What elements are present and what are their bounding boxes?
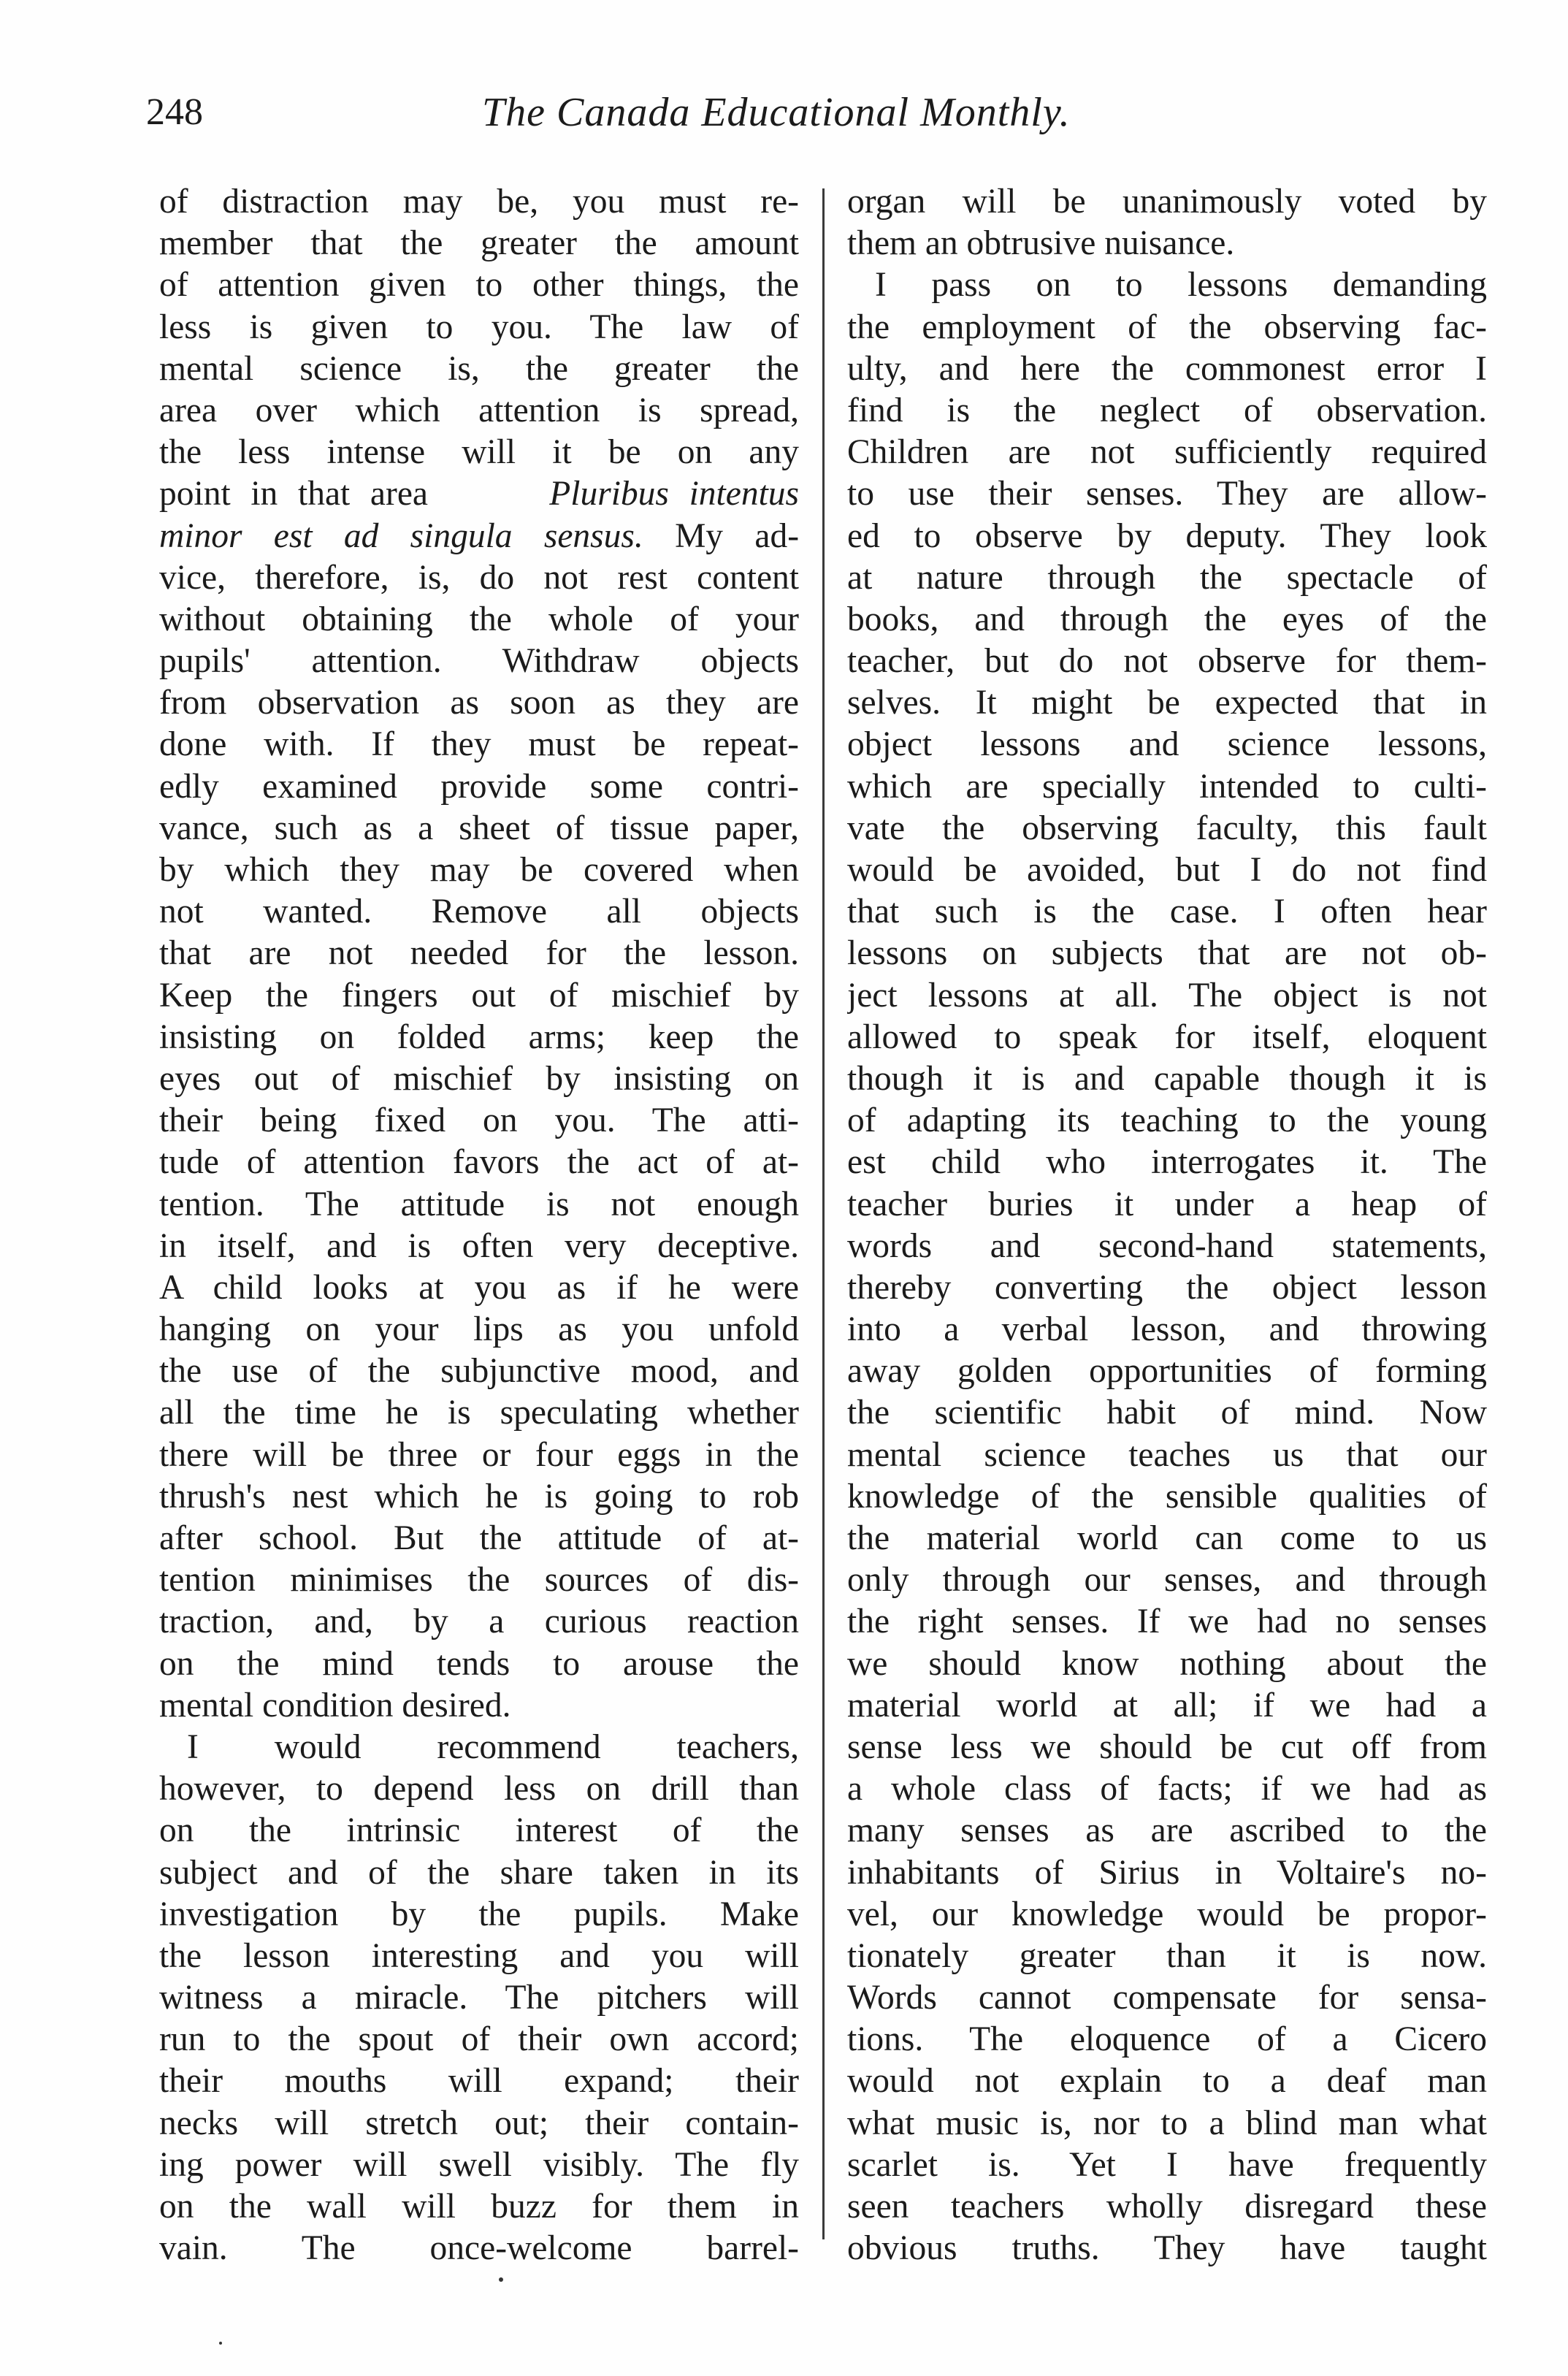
text-line: vice, therefore, is, do not rest content — [159, 558, 799, 597]
text-line: ulty, and here the commonest error I — [847, 349, 1487, 388]
text-line: only through our senses, and through — [847, 1561, 1487, 1600]
text-line: material world at all; if we had a — [847, 1686, 1487, 1724]
text-line: selves. It might be expected that in — [847, 684, 1487, 722]
text-line: not wanted. Remove all objects — [159, 893, 799, 931]
page-header — [146, 82, 1490, 143]
text-line: tention. The attitude is not enough — [159, 1185, 799, 1223]
text-line: of attention given to other things, the — [159, 266, 799, 305]
text-line: ed to observe by deputy. They look — [847, 516, 1487, 555]
text-line: mental condition desired. — [159, 1686, 511, 1724]
text-line: seen teachers wholly disregard these — [847, 2188, 1487, 2226]
text-line: edly examined provide some contri- — [159, 767, 799, 806]
text-line: I pass on to lessons demanding — [875, 266, 1487, 305]
text-line: the scientific habit of mind. Now — [847, 1394, 1487, 1432]
text-line: of distraction may be, you must re- — [159, 183, 799, 221]
text-line: vain. The once-welcome barrel- — [159, 2229, 799, 2268]
text-line: many senses as are ascribed to the — [847, 1811, 1487, 1850]
text-line: thereby converting the object lesson — [847, 1268, 1487, 1307]
text-line: tions. The eloquence of a Cicero — [847, 2020, 1487, 2059]
text-line: though it is and capable though it is — [847, 1059, 1487, 1098]
text-line: mental science is, the greater the — [159, 349, 799, 388]
text-line: to use their senses. They are allow- — [847, 475, 1487, 513]
text-segment: point in that area — [159, 475, 429, 513]
text-line: eyes out of mischief by insisting on — [159, 1059, 799, 1098]
text-line: by which they may be covered when — [159, 851, 799, 889]
text-line-mixed — [159, 473, 799, 515]
text-line: insisting on folded arms; keep the — [159, 1017, 799, 1056]
ink-speck — [219, 2342, 222, 2345]
text-line: we should know nothing about the — [847, 1644, 1487, 1683]
text-line: their mouths will expand; their — [159, 2062, 799, 2101]
latin-quote: Pluribus intentus — [549, 475, 799, 513]
text-line: books, and through the eyes of the — [847, 600, 1487, 638]
text-line: member that the greater the amount — [159, 224, 799, 263]
text-line: I would recommend teachers, — [187, 1727, 799, 1766]
text-line: Words cannot compensate for sensa- — [847, 1979, 1487, 2017]
text-line: A child looks at you as if he were — [159, 1268, 799, 1307]
text-line-mixed — [159, 516, 799, 557]
running-title: The Canada Educational Monthly. — [482, 90, 1071, 135]
text-line: done with. If they must be repeat- — [159, 725, 799, 764]
left-column — [159, 181, 799, 2269]
text-line: into a verbal lesson, and throwing — [847, 1310, 1487, 1349]
text-line: investigation by the pupils. Make — [159, 1895, 799, 1933]
text-line: there will be three or four eggs in the — [159, 1435, 799, 1474]
text-line: what music is, nor to a blind man what — [847, 2104, 1487, 2142]
text-line: ing power will swell visibly. The fly — [159, 2145, 799, 2184]
text-line: the less intense will it be on any — [159, 433, 799, 472]
text-line: after school. But the attitude of at- — [159, 1519, 799, 1557]
text-line: knowledge of the sensible qualities of — [847, 1477, 1487, 1516]
ink-speck — [499, 2277, 503, 2282]
text-line: would be avoided, but I do not find — [847, 851, 1487, 889]
text-line: ject lessons at all. The object is not — [847, 976, 1487, 1015]
text-line: less is given to you. The law of — [159, 307, 799, 346]
text-line: Keep the fingers out of mischief by — [159, 976, 799, 1015]
text-line: thrush's nest which he is going to rob — [159, 1477, 799, 1516]
text-line: lessons on subjects that are not ob- — [847, 934, 1487, 973]
text-line: the material world can come to us — [847, 1519, 1487, 1557]
text-line: teacher, but do not observe for them- — [847, 642, 1487, 681]
text-line: without obtaining the whole of your — [159, 600, 799, 638]
text-line: pupils' attention. Withdraw objects — [159, 642, 799, 681]
text-line: all the time he is speculating whether — [159, 1394, 799, 1432]
text-line: the employment of the observing fac- — [847, 307, 1487, 346]
text-line: away golden opportunities of forming — [847, 1352, 1487, 1391]
text-line: words and second-hand statements, — [847, 1226, 1487, 1265]
text-line: them an obtrusive nuisance. — [847, 224, 1235, 263]
text-line: that are not needed for the lesson. — [159, 934, 799, 973]
text-line: a whole class of facts; if we had as — [847, 1770, 1487, 1808]
text-line: tude of attention favors the act of at- — [159, 1143, 799, 1182]
text-line: of adapting its teaching to the young — [847, 1101, 1487, 1140]
text-line: in itself, and is often very deceptive. — [159, 1226, 799, 1265]
text-line: object lessons and science lessons, — [847, 725, 1487, 764]
text-line: teacher buries it under a heap of — [847, 1185, 1487, 1223]
text-line: scarlet is. Yet I have frequently — [847, 2145, 1487, 2184]
right-column — [847, 181, 1487, 2269]
text-line: that such is the case. I often hear — [847, 893, 1487, 931]
text-line: on the intrinsic interest of the — [159, 1811, 799, 1850]
text-line: at nature through the spectacle of — [847, 558, 1487, 597]
text-line: necks will stretch out; their contain- — [159, 2104, 799, 2142]
page-number: 248 — [146, 91, 203, 133]
text-line: however, to depend less on drill than — [159, 1770, 799, 1808]
text-line: inhabitants of Sirius in Voltaire's no- — [847, 1853, 1487, 1892]
text-line: find is the neglect of observation. — [847, 391, 1487, 429]
text-line: witness a miracle. The pitchers will — [159, 1979, 799, 2017]
text-line: the use of the subjunctive mood, and — [159, 1352, 799, 1391]
text-line: vate the observing faculty, this fault — [847, 809, 1487, 847]
text-line: subject and of the share taken in its — [159, 1853, 799, 1892]
text-line: area over which attention is spread, — [159, 391, 799, 429]
text-line: obvious truths. They have taught — [847, 2229, 1487, 2268]
text-line: which are specially intended to culti- — [847, 767, 1487, 806]
text-line: from observation as soon as they are — [159, 684, 799, 722]
text-line: hanging on your lips as you unfold — [159, 1310, 799, 1349]
text-line: organ will be unanimously voted by — [847, 183, 1487, 221]
column-divider — [822, 188, 825, 2239]
text-line: run to the spout of their own accord; — [159, 2020, 799, 2059]
latin-quote: minor est ad singula sensus. — [159, 516, 643, 555]
text-line: traction, and, by a curious reaction — [159, 1603, 799, 1641]
text-line: tention minimises the sources of dis- — [159, 1561, 799, 1600]
text-line: sense less we should be cut off from — [847, 1727, 1487, 1766]
text-line: the right senses. If we had no senses — [847, 1603, 1487, 1641]
text-segment: My ad- — [643, 516, 799, 555]
text-line: the lesson interesting and you will — [159, 1936, 799, 1975]
text-line: vance, such as a sheet of tissue paper, — [159, 809, 799, 847]
text-line: tionately greater than it is now. — [847, 1936, 1487, 1975]
text-line: would not explain to a deaf man — [847, 2062, 1487, 2101]
text-line: mental science teaches us that our — [847, 1435, 1487, 1474]
text-line: Children are not sufficiently required — [847, 433, 1487, 472]
text-line: their being fixed on you. The atti- — [159, 1101, 799, 1140]
text-line: est child who interrogates it. The — [847, 1143, 1487, 1182]
text-line: on the wall will buzz for them in — [159, 2188, 799, 2226]
text-line: allowed to speak for itself, eloquent — [847, 1017, 1487, 1056]
text-line: vel, our knowledge would be propor- — [847, 1895, 1487, 1933]
text-line: on the mind tends to arouse the — [159, 1644, 799, 1683]
